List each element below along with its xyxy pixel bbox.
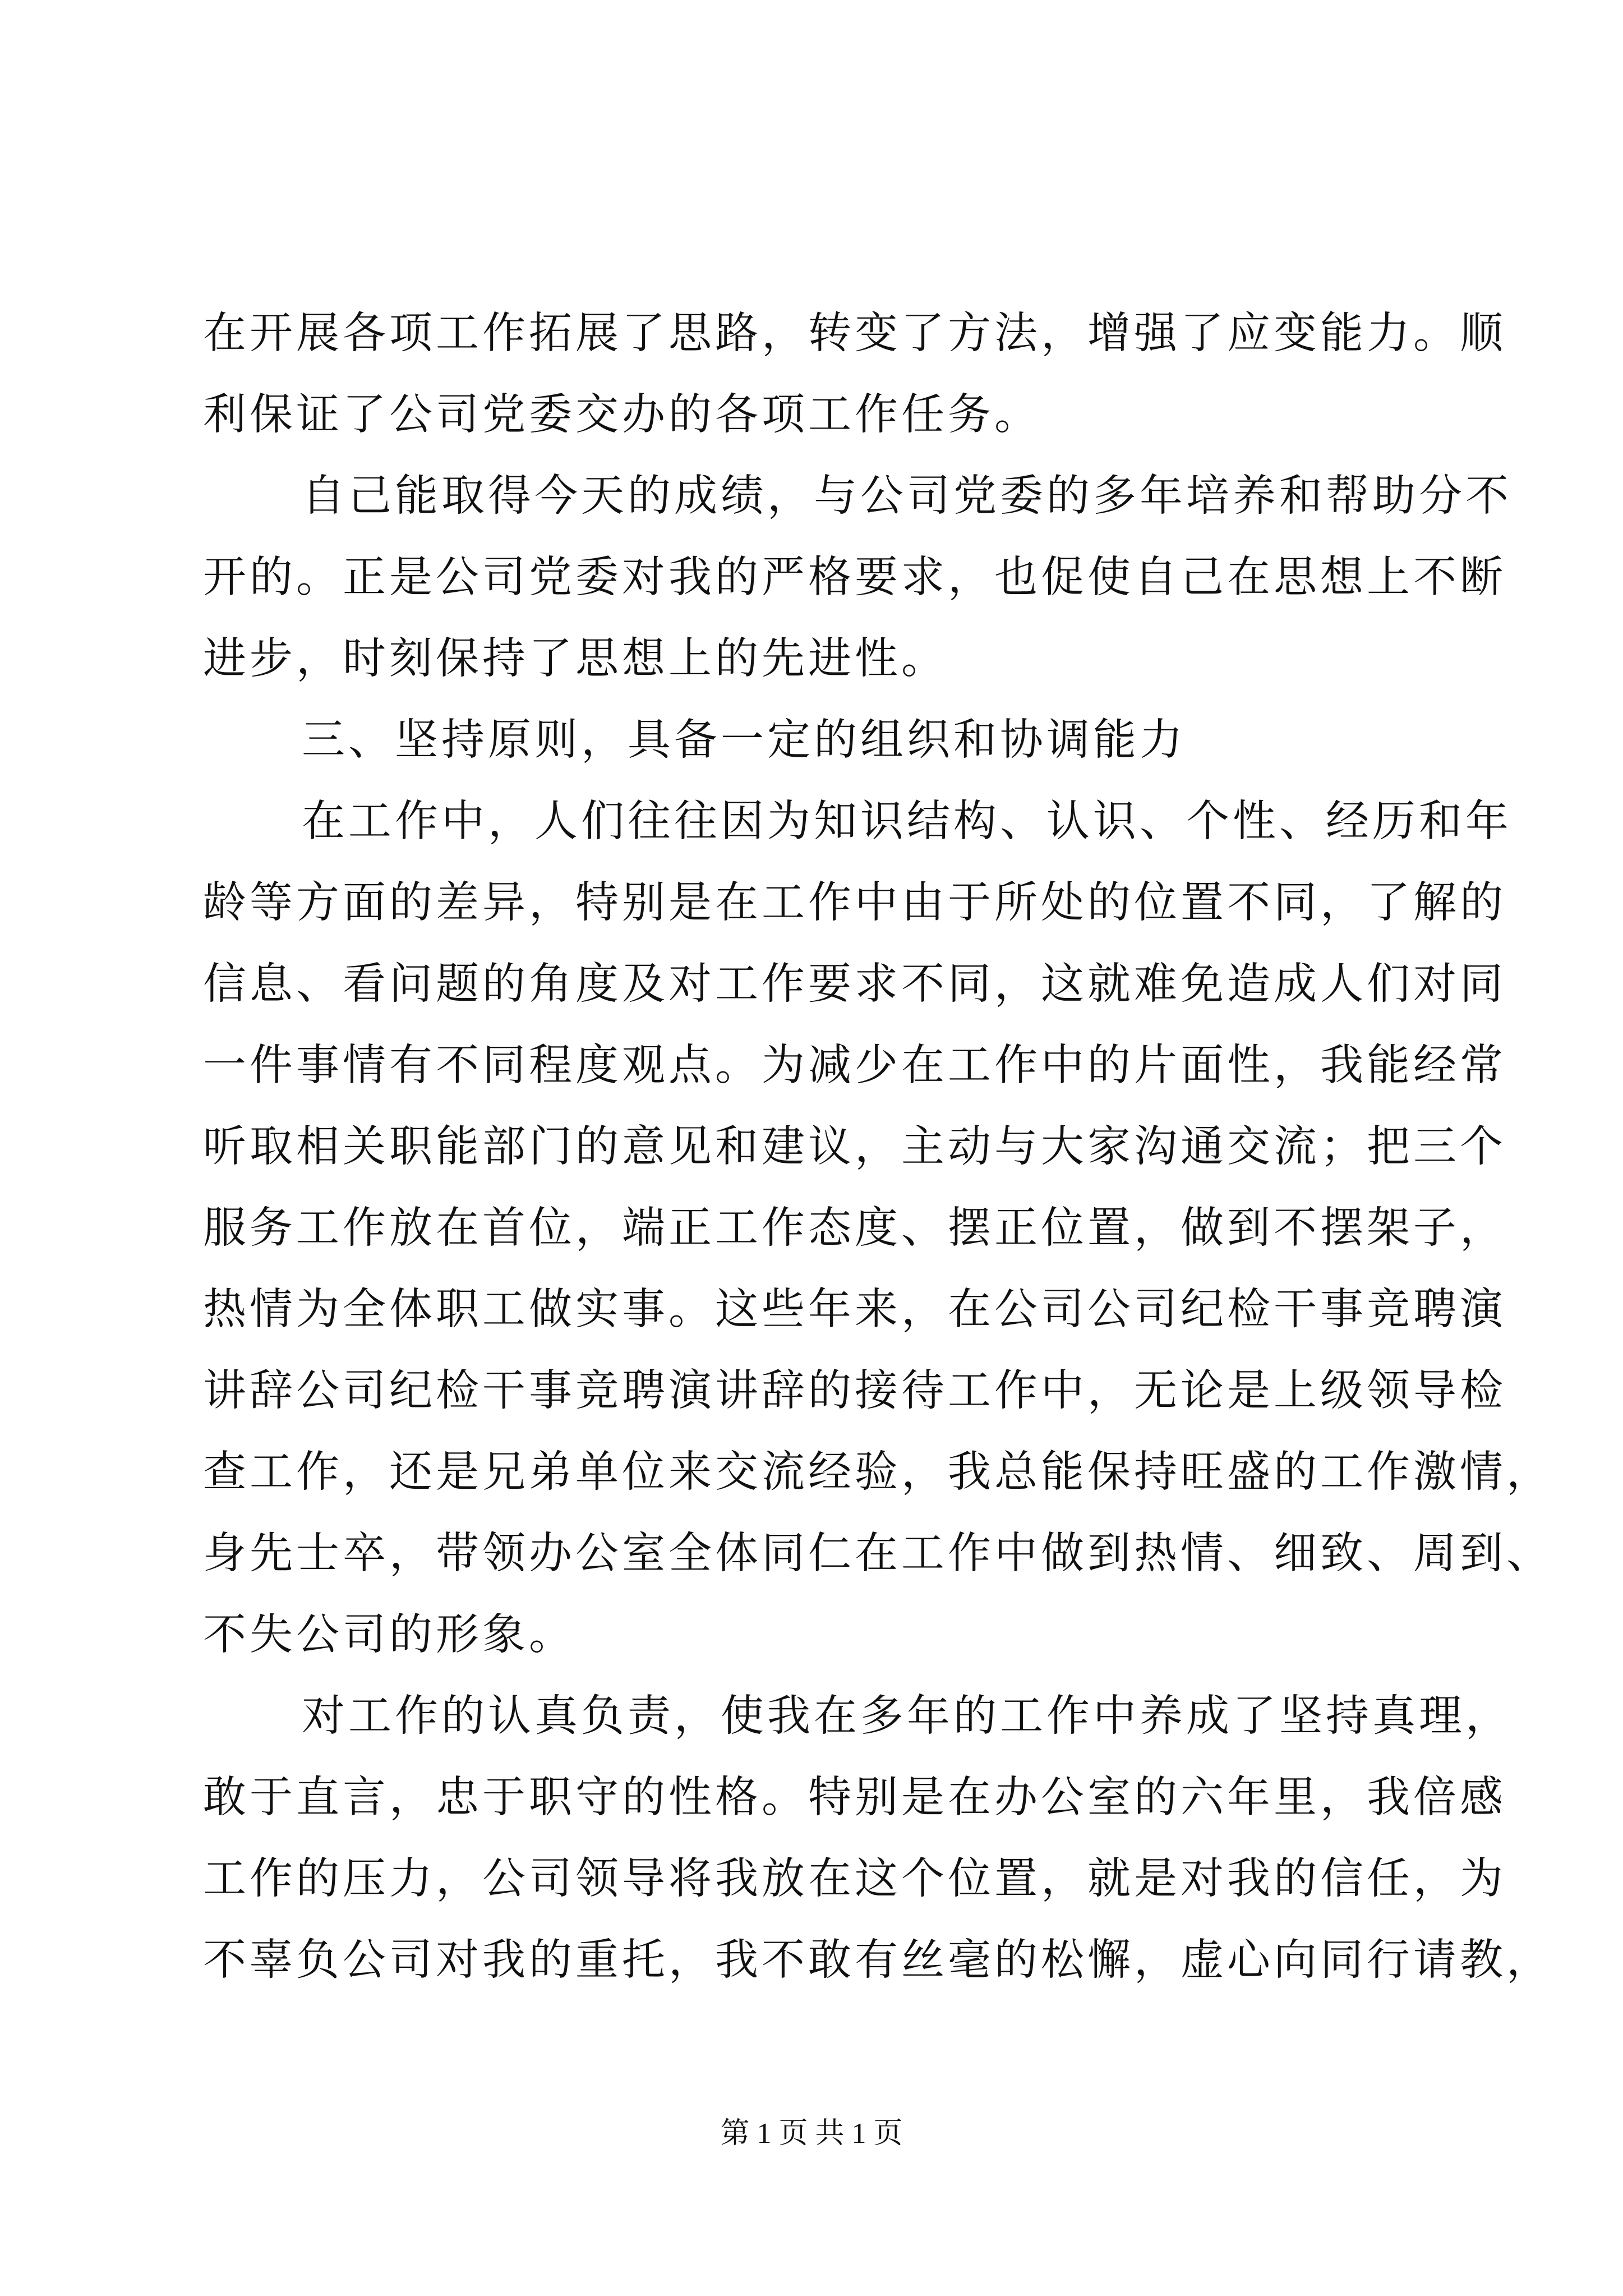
text-line: 服务工作放在首位，端正工作态度、摆正位置，做到不摆架子， <box>203 1203 1506 1253</box>
paragraph-start-line: 在工作中，人们往往因为知识结构、认识、个性、经历和年 <box>302 797 1512 846</box>
text-line: 工作的压力，公司领导将我放在这个位置，就是对我的信任，为 <box>203 1854 1506 1904</box>
text-line: 不失公司的形象。 <box>203 1610 575 1660</box>
text-line: 龄等方面的差异，特别是在工作中由于所处的位置不同，了解的 <box>203 878 1506 928</box>
text-line: 在开展各项工作拓展了思路，转变了方法，增强了应变能力。顺 <box>203 309 1506 358</box>
paragraph-start-line: 自己能取得今天的成绩，与公司党委的多年培养和帮助分不 <box>302 471 1512 521</box>
text-line: 不辜负公司对我的重托，我不敢有丝毫的松懈，虚心向同行请教， <box>203 1935 1553 1985</box>
text-line: 听取相关职能部门的意见和建议，主动与大家沟通交流；把三个 <box>203 1122 1506 1172</box>
text-line: 信息、看问题的角度及对工作要求不同，这就难免造成人们对同 <box>203 959 1506 1009</box>
text-line: 开的。正是公司党委对我的严格要求，也促使自己在思想上不断 <box>203 553 1506 602</box>
page-number-footer: 第 1 页 共 1 页 <box>720 2118 903 2150</box>
text-line: 利保证了公司党委交办的各项工作任务。 <box>203 390 1041 440</box>
text-line: 一件事情有不同程度观点。为减少在工作中的片面性，我能经常 <box>203 1041 1506 1091</box>
section-heading: 三、坚持原则，具备一定的组织和协调能力 <box>302 715 1186 765</box>
text-line: 查工作，还是兄弟单位来交流经验，我总能保持旺盛的工作激情， <box>203 1447 1553 1497</box>
text-line: 进步，时刻保持了思想上的先进性。 <box>203 634 948 684</box>
paragraph-start-line: 对工作的认真负责，使我在多年的工作中养成了坚持真理， <box>302 1691 1512 1741</box>
text-line: 身先士卒，带领办公室全体同仁在工作中做到热情、细致、周到、 <box>203 1529 1553 1579</box>
text-line: 敢于直言，忠于职守的性格。特别是在办公室的六年里，我倍感 <box>203 1773 1506 1823</box>
document-body <box>203 293 1553 2001</box>
text-line: 热情为全体职工做实事。这些年来，在公司公司纪检干事竞聘演 <box>203 1285 1506 1335</box>
text-line: 讲辞公司纪检干事竞聘演讲辞的接待工作中，无论是上级领导检 <box>203 1366 1506 1416</box>
